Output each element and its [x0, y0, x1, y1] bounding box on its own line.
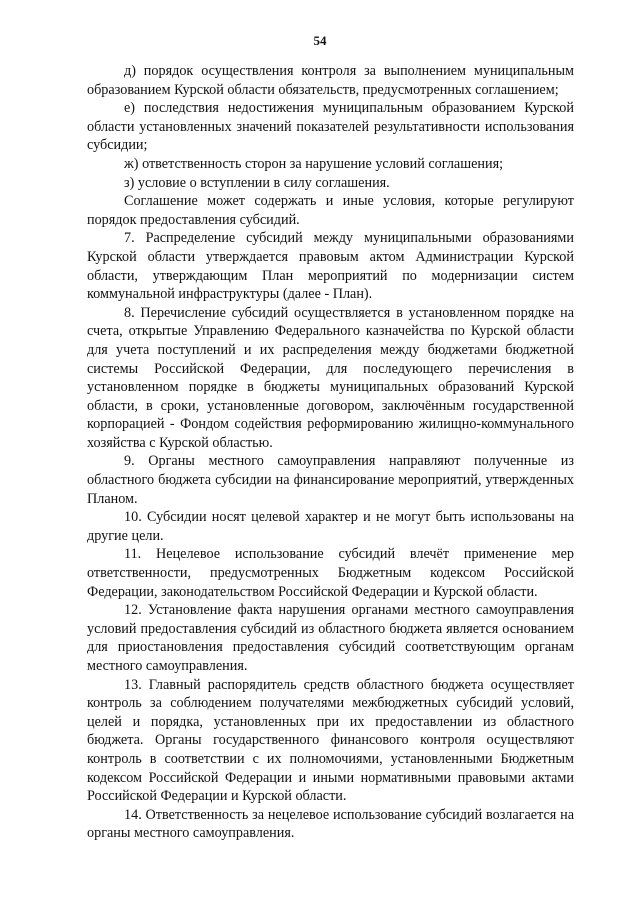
paragraph-item-d: д) порядок осуществления контроля за выполнением муниципальным образованием Курской области обязательств, предусмотренных соглашением; [87, 63, 574, 98]
paragraph-13: 13. Главный распорядитель средств областного бюджета осуществляет контроль за соблюдением получателями межбюджетных субсидий условий, целей и порядка, установленных при их предоставлении из областного бюджета. Органы государственного финансового контроля осуществляют контроль в соответствии с их полномочиями, установленными Бюджетным кодексом Российской Федерации и иными нормативными правовыми актами Российской Федерации и Курской области. [87, 676, 574, 805]
paragraph-8: 8. Перечисление субсидий осуществляется в установленном порядке на счета, открытые Управлению Федерального казначейства по Курской области для учета поступлений и их распределения между бюджетами бюджетной системы Российской Федерации, для последующего перечисления в установленном порядке в бюджеты муниципальных образований Курской области, в сроки, установленные договором, заключённым государственной корпорацией - Фондом содействия реформированию жилищно-коммунального хозяйства с Курской областью. [87, 304, 574, 451]
paragraph-12: 12. Установление факта нарушения органами местного самоуправления условий предоставления субсидий из областного бюджета является основанием для приостановления предоставления субсидий соответствующим органам местного самоуправления. [87, 602, 574, 674]
paragraph-item-zh: ж) ответственность сторон за нарушение условий соглашения; [124, 155, 504, 172]
paragraph-7: 7. Распределение субсидий между муниципальными образованиями Курской области утверждается правовым актом Администрации Курской области, утверждающим План мероприятий по модернизации систем коммунальной инфраструктуры (далее - План). [87, 230, 574, 303]
paragraph-item-z: з) условие о вступлении в силу соглашения. [124, 174, 390, 191]
paragraph-9: 9. Органы местного самоуправления направляют полученные из областного бюджета субсидии на финансирование мероприятий, утвержденных Планом. [87, 453, 574, 507]
paragraph-10: 10. Субсидии носят целевой характер и не могут быть использованы на другие цели. [87, 509, 574, 544]
paragraph-14: 14. Ответственность за нецелевое использование субсидий возлагается на органы местного самоуправления. [87, 806, 574, 842]
paragraph-item-e: е) последствия недостижения муниципальным образованием Курской области установленных значений показателей результативности использования субсидии; [87, 100, 574, 154]
document-body [87, 62, 574, 843]
page-number: 54 [313, 33, 327, 48]
paragraph-11: 11. Нецелевое использование субсидий влечёт применение мер ответственности, предусмотренных Бюджетным кодексом Российской Федерации, законодательством Российской Федерации и Курской области. [87, 546, 574, 600]
paragraph-other-conditions: Соглашение может содержать и иные условия, которые регулируют порядок предоставления субсидий. [87, 193, 574, 228]
